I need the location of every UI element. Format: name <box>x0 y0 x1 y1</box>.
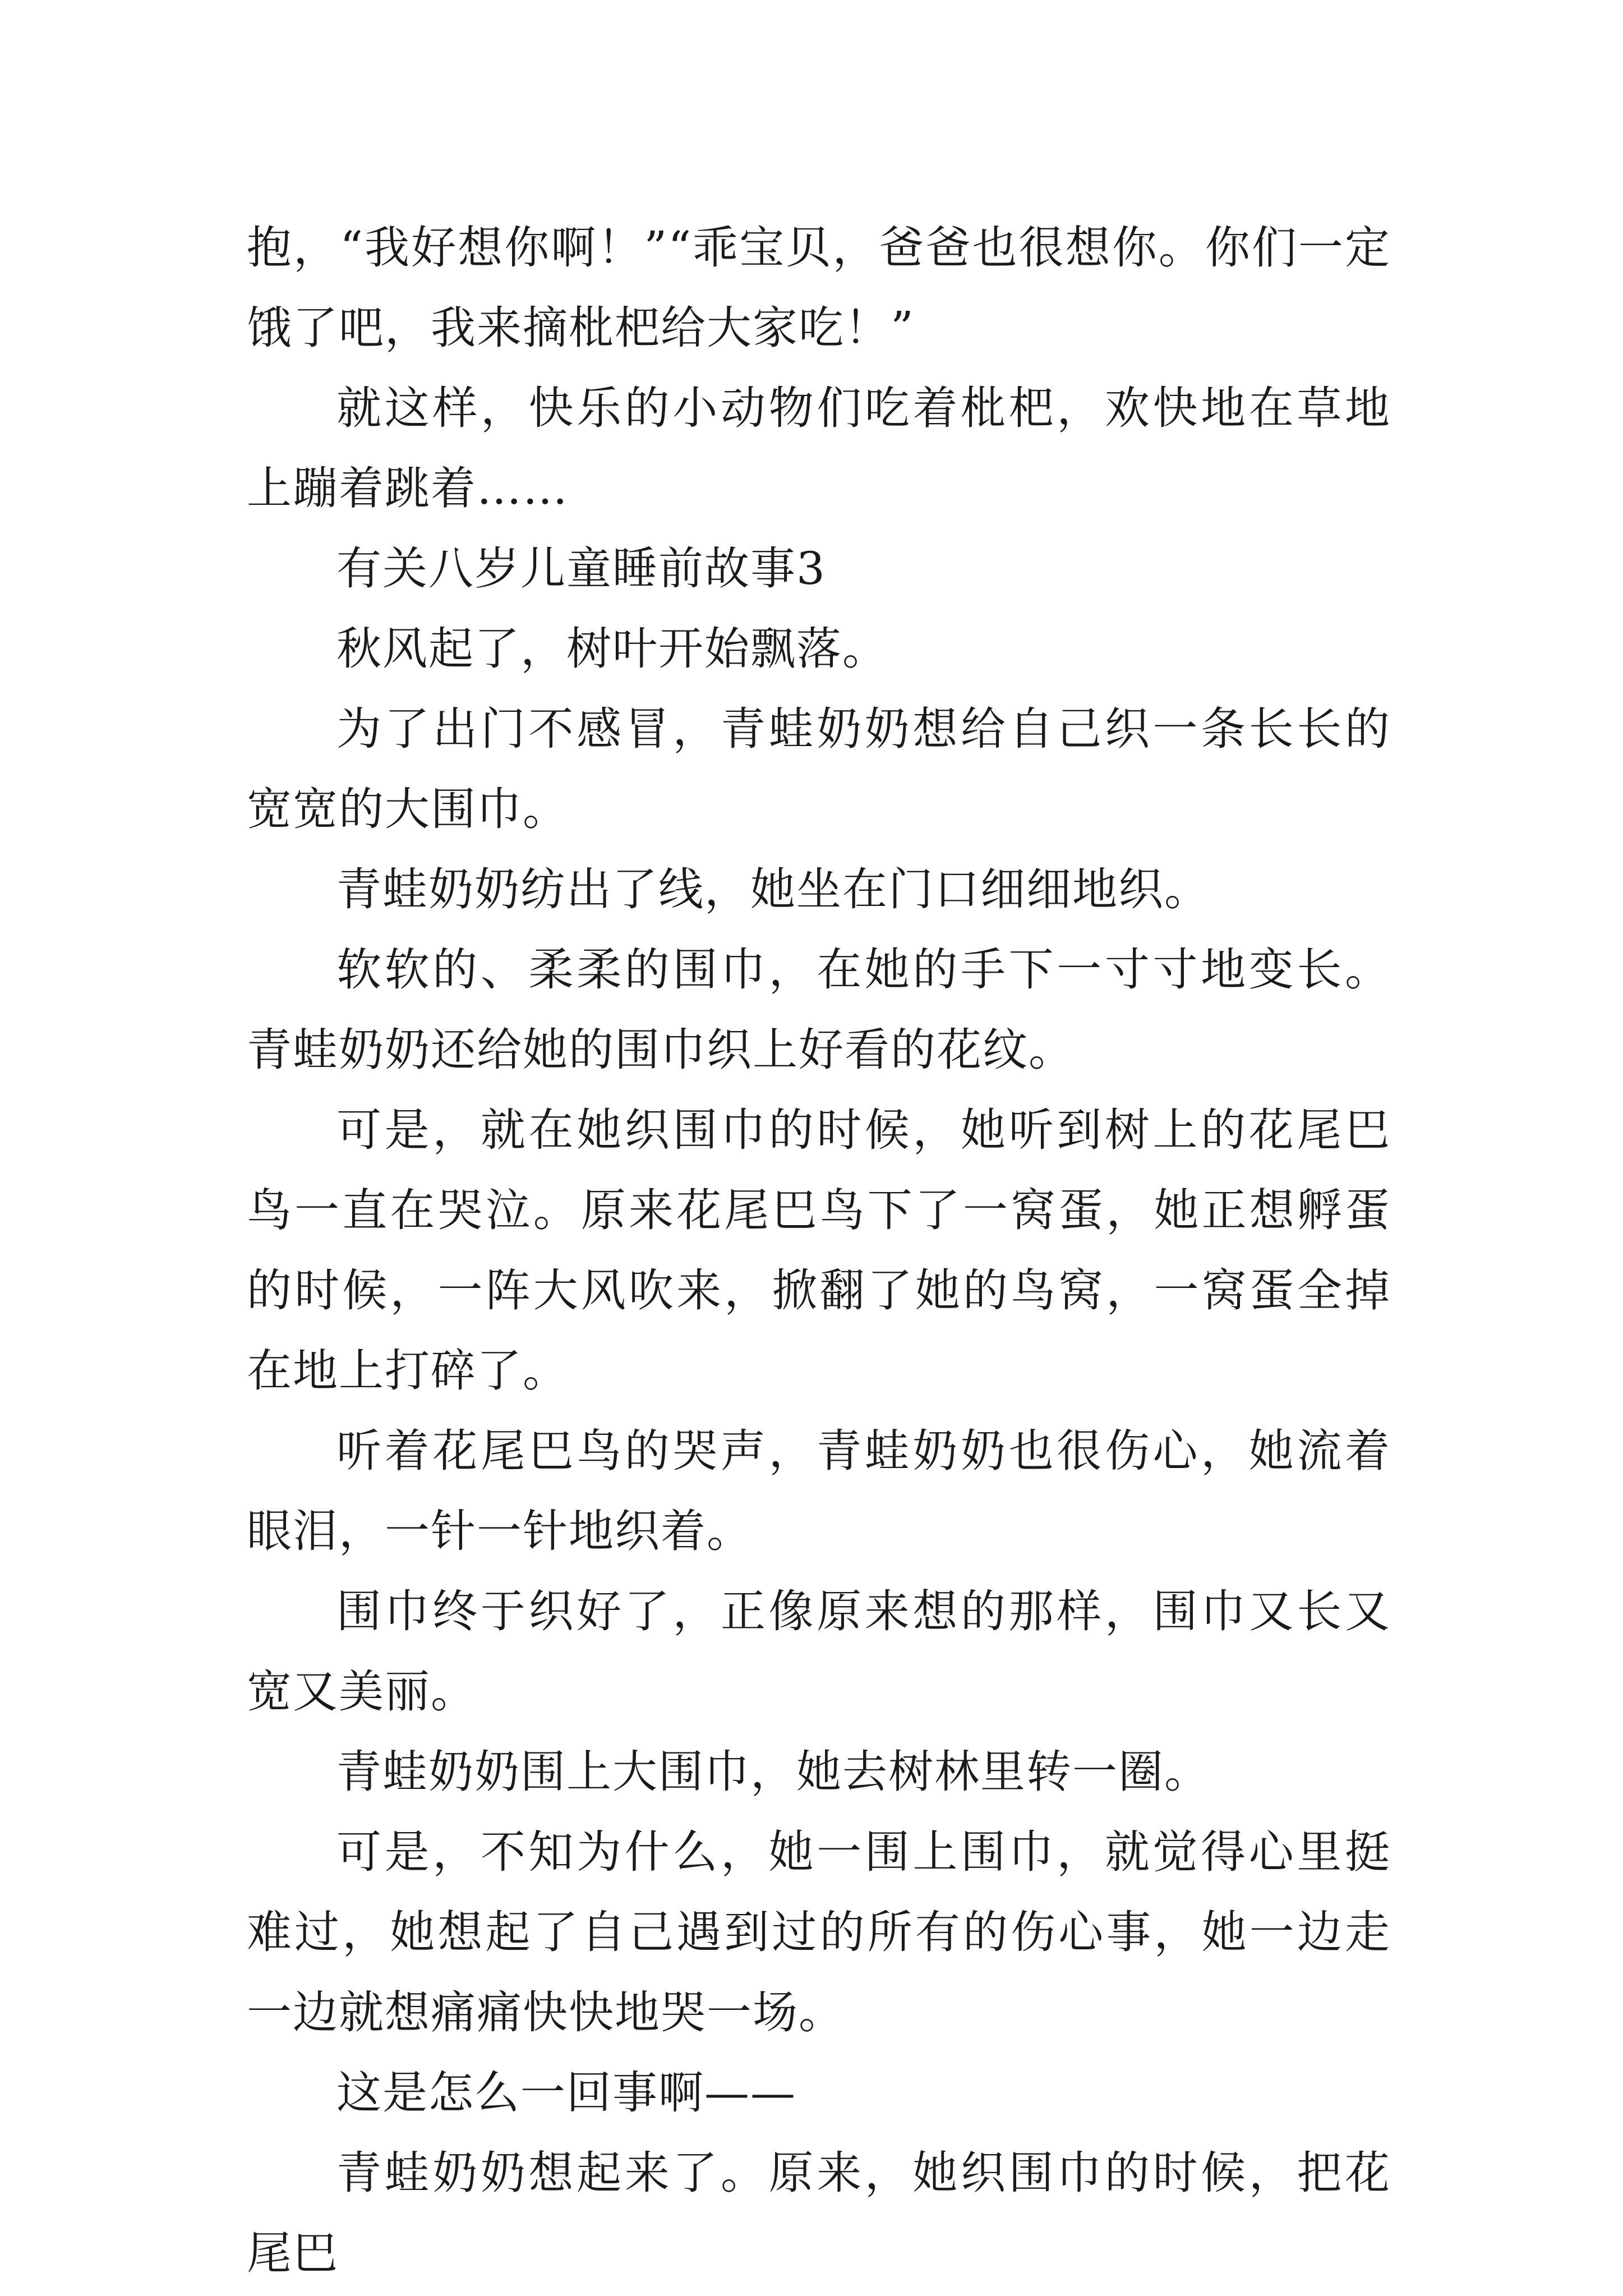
paragraph: 这是怎么一回事啊—— <box>336 2067 796 2119</box>
paragraph: 就这样，快乐的小动物们吃着枇杷，欢快地在草地上蹦着跳着…… <box>247 382 1391 514</box>
paragraph: 软软的、柔柔的围巾，在她的手下一寸寸地变长。青蛙奶奶还给她的围巾织上好看的花纹。 <box>247 944 1391 1076</box>
paragraph: 围巾终于织好了，正像原来想的那样，围巾又长又宽又美丽。 <box>247 1585 1391 1718</box>
paragraph: 听着花尾巴鸟的哭声，青蛙奶奶也很伤心，她流着眼泪，一针一针地织着。 <box>247 1425 1391 1557</box>
paragraph-continued: 抱，“我好想你啊！”“乖宝贝，爸爸也很想你。你们一定饿了吧，我来摘枇杷给大家吃！” <box>247 222 1391 354</box>
paragraph: 可是，就在她织围巾的时候，她听到树上的花尾巴鸟一直在哭泣。原来花尾巴鸟下了一窝蛋，她正想孵蛋的时候，一阵大风吹来，掀翻了她的鸟窝，一窝蛋全掉在地上打碎了。 <box>247 1104 1391 1397</box>
paragraph: 秋风起了，树叶开始飘落。 <box>336 623 888 675</box>
paragraph: 可是，不知为什么，她一围上围巾，就觉得心里挺难过，她想起了自己遇到过的所有的伤心事，她一边走一边就想痛痛快快地哭一场。 <box>247 1826 1391 2039</box>
paragraph: 青蛙奶奶想起来了。原来，她织围巾的时候，把花尾巴 <box>247 2147 1391 2279</box>
paragraph: 为了出门不感冒，青蛙奶奶想给自己织一条长长的宽宽的大围巾。 <box>247 703 1391 835</box>
paragraph: 青蛙奶奶纺出了线，她坐在门口细细地织。 <box>336 863 1210 915</box>
paragraph: 青蛙奶奶围上大围巾，她去树林里转一圈。 <box>336 1746 1210 1798</box>
story-heading: 有关八岁儿童睡前故事3 <box>336 542 826 595</box>
story-text <box>247 208 1391 2293</box>
